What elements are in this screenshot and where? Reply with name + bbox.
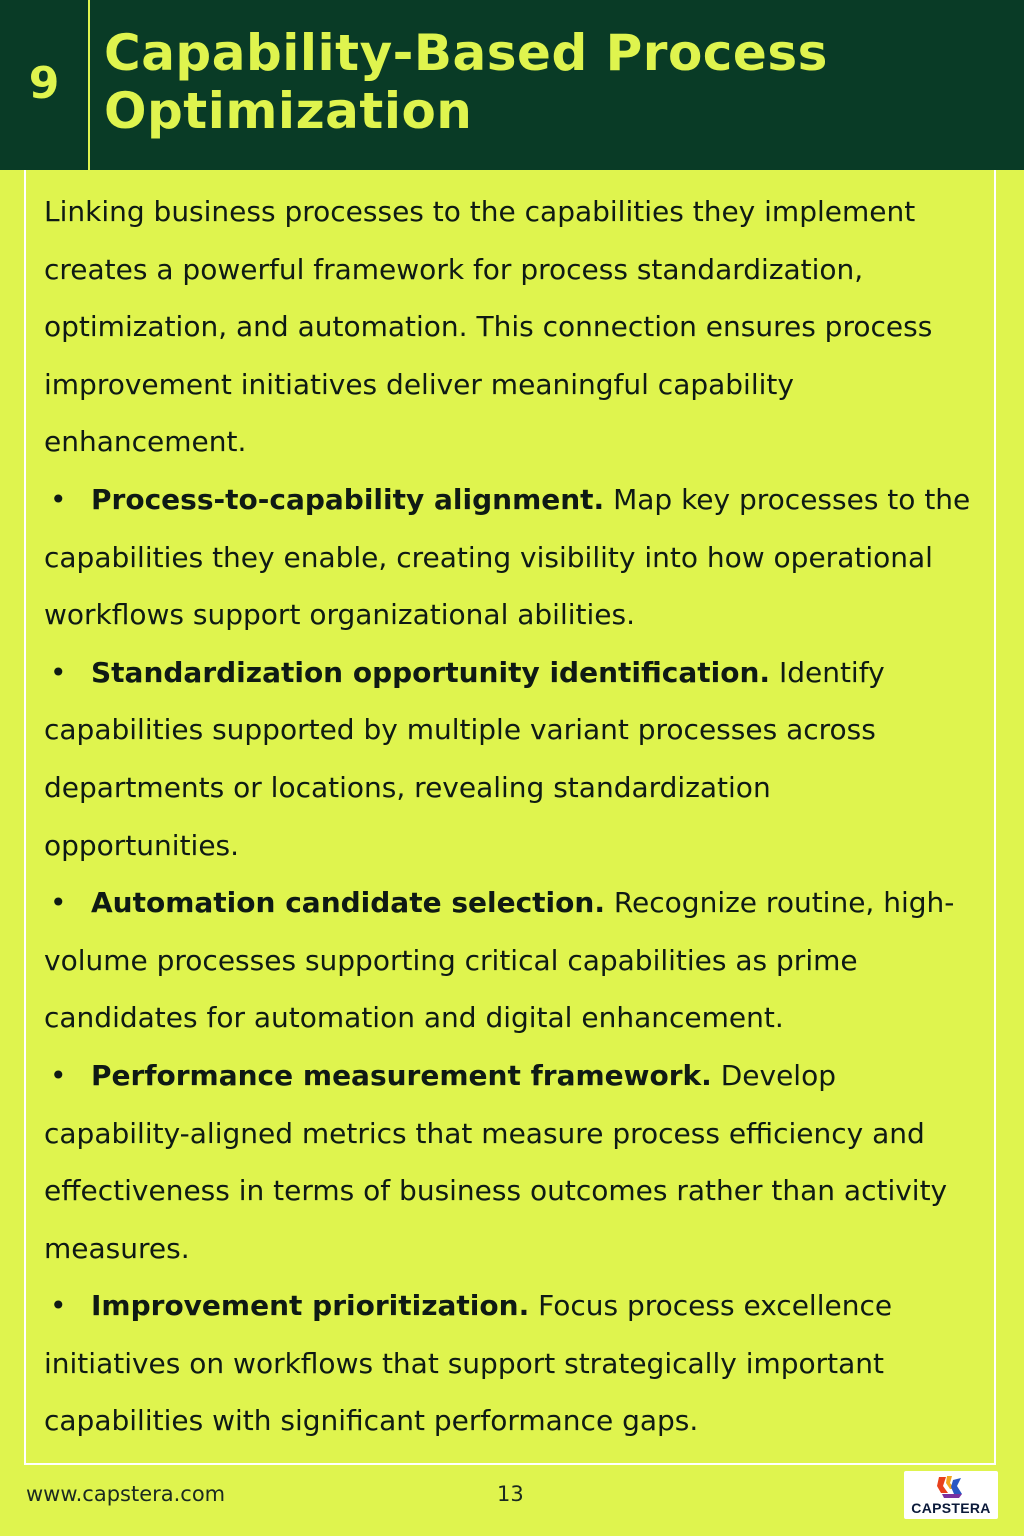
bullet-item — [44, 1277, 974, 1450]
bullet-lead: Process-to-capability alignment. — [91, 482, 605, 516]
bullet-text: Identify capabilities supported by multiple variant processes across departments or locations, revealing standardization opportunities. — [44, 655, 885, 862]
bullet-item — [44, 644, 974, 874]
page-header — [0, 0, 1024, 170]
bullet-icon: • — [50, 886, 67, 920]
bullet-item — [44, 874, 974, 1047]
section-number: 9 — [28, 57, 60, 109]
page-title: Capability-Based Process Optimization — [104, 24, 828, 140]
capstera-logo-icon — [935, 1474, 967, 1500]
bullet-icon: • — [50, 482, 67, 516]
bullet-text: Focus process excellence initiatives on workflows that support strategically important capabilities with significant performance gaps. — [44, 1289, 893, 1438]
footer-url[interactable]: www.capstera.com — [26, 1482, 226, 1506]
capstera-logo — [904, 1471, 998, 1519]
content-body — [44, 183, 974, 1450]
logo-text: CAPSTERA — [911, 1500, 991, 1516]
bullet-item — [44, 471, 974, 644]
page-number: 13 — [497, 1482, 524, 1506]
bullet-lead: Standardization opportunity identification. — [91, 655, 771, 689]
bullet-text: Map key processes to the capabilities they enable, creating visibility into how operational workflows support organizational abilities. — [44, 482, 971, 632]
bullet-item — [44, 1047, 974, 1277]
bullet-text: Develop capability-aligned metrics that measure process efficiency and effectiveness in terms of business outcomes rather than activity measures. — [44, 1058, 948, 1265]
bullet-lead: Improvement prioritization. — [91, 1289, 530, 1323]
bullet-icon: • — [50, 1289, 67, 1323]
intro-paragraph: Linking business processes to the capabilities they implement creates a powerful framework for process standardization, optimization, and automation. This connection ensures process improvement initiatives deliver meaningful capability enhancement. — [44, 195, 933, 459]
bullet-text: Recognize routine, high-volume processes supporting critical capabilities as prime candidates for automation and digital enhancement. — [44, 886, 955, 1035]
bullet-icon: • — [50, 655, 67, 689]
bullet-lead: Automation candidate selection. — [91, 886, 605, 920]
bullet-lead: Performance measurement framework. — [91, 1058, 712, 1092]
header-divider — [88, 0, 90, 170]
bullet-icon: • — [50, 1058, 67, 1092]
